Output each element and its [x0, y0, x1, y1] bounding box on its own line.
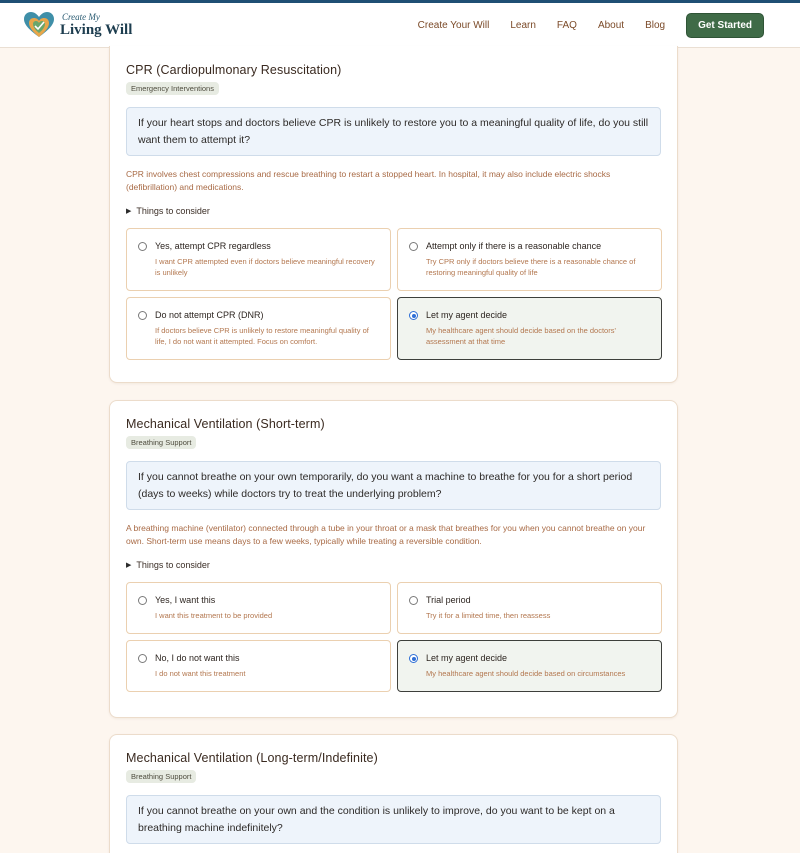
- nav-learn[interactable]: Learn: [510, 19, 536, 31]
- things-to-consider-toggle[interactable]: [126, 206, 661, 216]
- card-title: CPR (Cardiopulmonary Resuscitation): [126, 63, 342, 77]
- disclosure-triangle-icon: ▶: [126, 562, 132, 569]
- option-let-agent-decide[interactable]: [397, 640, 662, 692]
- logo[interactable]: [23, 11, 132, 39]
- option-description: My healthcare agent should decide based on the doctors' assessment at that time: [426, 326, 616, 346]
- radio-button[interactable]: [138, 242, 147, 251]
- option-label: Yes, attempt CPR regardless: [155, 241, 271, 251]
- logo-tagline: Create My: [62, 11, 100, 22]
- option-label: Let my agent decide: [426, 310, 508, 320]
- things-to-consider-toggle[interactable]: [126, 560, 661, 570]
- logo-name: Living Will: [60, 21, 133, 38]
- option-label: Do not attempt CPR (DNR): [155, 310, 264, 320]
- option-label: No, I do not want this: [155, 653, 240, 663]
- things-to-consider-label: Things to consider: [136, 560, 210, 570]
- radio-button[interactable]: [138, 311, 147, 320]
- option-label: Let my agent decide: [426, 653, 508, 663]
- radio-button[interactable]: [409, 596, 418, 605]
- radio-button-selected[interactable]: [409, 311, 418, 320]
- nav-faq[interactable]: FAQ: [556, 19, 577, 31]
- option-label: Yes, I want this: [155, 595, 216, 605]
- option-description: My healthcare agent should decide based on circumstances: [426, 669, 626, 678]
- category-tag: Breathing Support: [126, 770, 196, 783]
- disclosure-triangle-icon: ▶: [126, 208, 132, 215]
- radio-button[interactable]: [138, 654, 147, 663]
- option-label: Trial period: [426, 595, 471, 605]
- option-attempt-if-reasonable[interactable]: [397, 228, 662, 291]
- card-title: Mechanical Ventilation (Long-term/Indefinite): [126, 751, 378, 765]
- option-label: Attempt only if there is a reasonable chance: [426, 241, 602, 251]
- main-nav: [418, 13, 764, 38]
- option-description: I do not want this treatment: [155, 669, 246, 678]
- question-text: If you cannot breathe on your own and the condition is unlikely to improve, do you want to be kept on a breathing machine indefinitely?: [126, 795, 661, 844]
- nav-create-your-will[interactable]: Create Your Will: [417, 19, 490, 31]
- category-tag: Breathing Support: [126, 436, 196, 449]
- description-text: CPR involves chest compressions and rescue breathing to restart a stopped heart. In hospital, it may also include electric shocks (defibrillation) and medications.: [126, 169, 611, 192]
- option-yes-attempt-cpr[interactable]: [126, 228, 391, 291]
- radio-button[interactable]: [138, 596, 147, 605]
- option-no-do-not-want[interactable]: [126, 640, 391, 692]
- card-title: Mechanical Ventilation (Short-term): [126, 417, 325, 431]
- radio-button-selected[interactable]: [409, 654, 418, 663]
- nav-blog[interactable]: Blog: [645, 19, 666, 31]
- radio-button[interactable]: [409, 242, 418, 251]
- option-trial-period[interactable]: [397, 582, 662, 634]
- option-description: I want CPR attempted even if doctors believe meaningful recovery is unlikely: [155, 257, 375, 277]
- option-description: Try CPR only if doctors believe there is a reasonable chance of restoring meaningful quality of life: [426, 257, 636, 277]
- option-yes-want-this[interactable]: [126, 582, 391, 634]
- nav-about[interactable]: About: [597, 19, 625, 31]
- things-to-consider-label: Things to consider: [136, 206, 210, 216]
- description-text: A breathing machine (ventilator) connected through a tube in your throat or a mask that breathes for you when you cannot breathe on your own. Short-term use means days to a few weeks, typically while treating a reversible condition.: [126, 523, 646, 546]
- question-text: If your heart stops and doctors believe CPR is unlikely to restore you to a meaningful quality of life, do you still want them to attempt it?: [126, 107, 661, 156]
- option-description: Try it for a limited time, then reassess: [426, 611, 551, 620]
- question-card-cpr: [109, 46, 678, 383]
- options-group: [126, 228, 661, 360]
- option-description: I want this treatment to be provided: [155, 611, 273, 620]
- get-started-button[interactable]: Get Started: [686, 13, 764, 38]
- option-description: If doctors believe CPR is unlikely to restore meaningful quality of life, I do not want it attempted. Focus on comfort.: [155, 326, 369, 346]
- options-group: [126, 582, 661, 692]
- heart-logo-icon: [23, 11, 55, 39]
- option-dnr[interactable]: [126, 297, 391, 360]
- category-tag: Emergency Interventions: [126, 82, 219, 95]
- option-let-agent-decide[interactable]: [397, 297, 662, 360]
- site-header: [0, 3, 800, 48]
- question-card-ventilation-long-term: [109, 734, 678, 853]
- question-card-ventilation-short-term: [109, 400, 678, 718]
- question-text: If you cannot breathe on your own temporarily, do you want a machine to breathe for you for a short period (days to weeks) while doctors try to treat the underlying problem?: [126, 461, 661, 510]
